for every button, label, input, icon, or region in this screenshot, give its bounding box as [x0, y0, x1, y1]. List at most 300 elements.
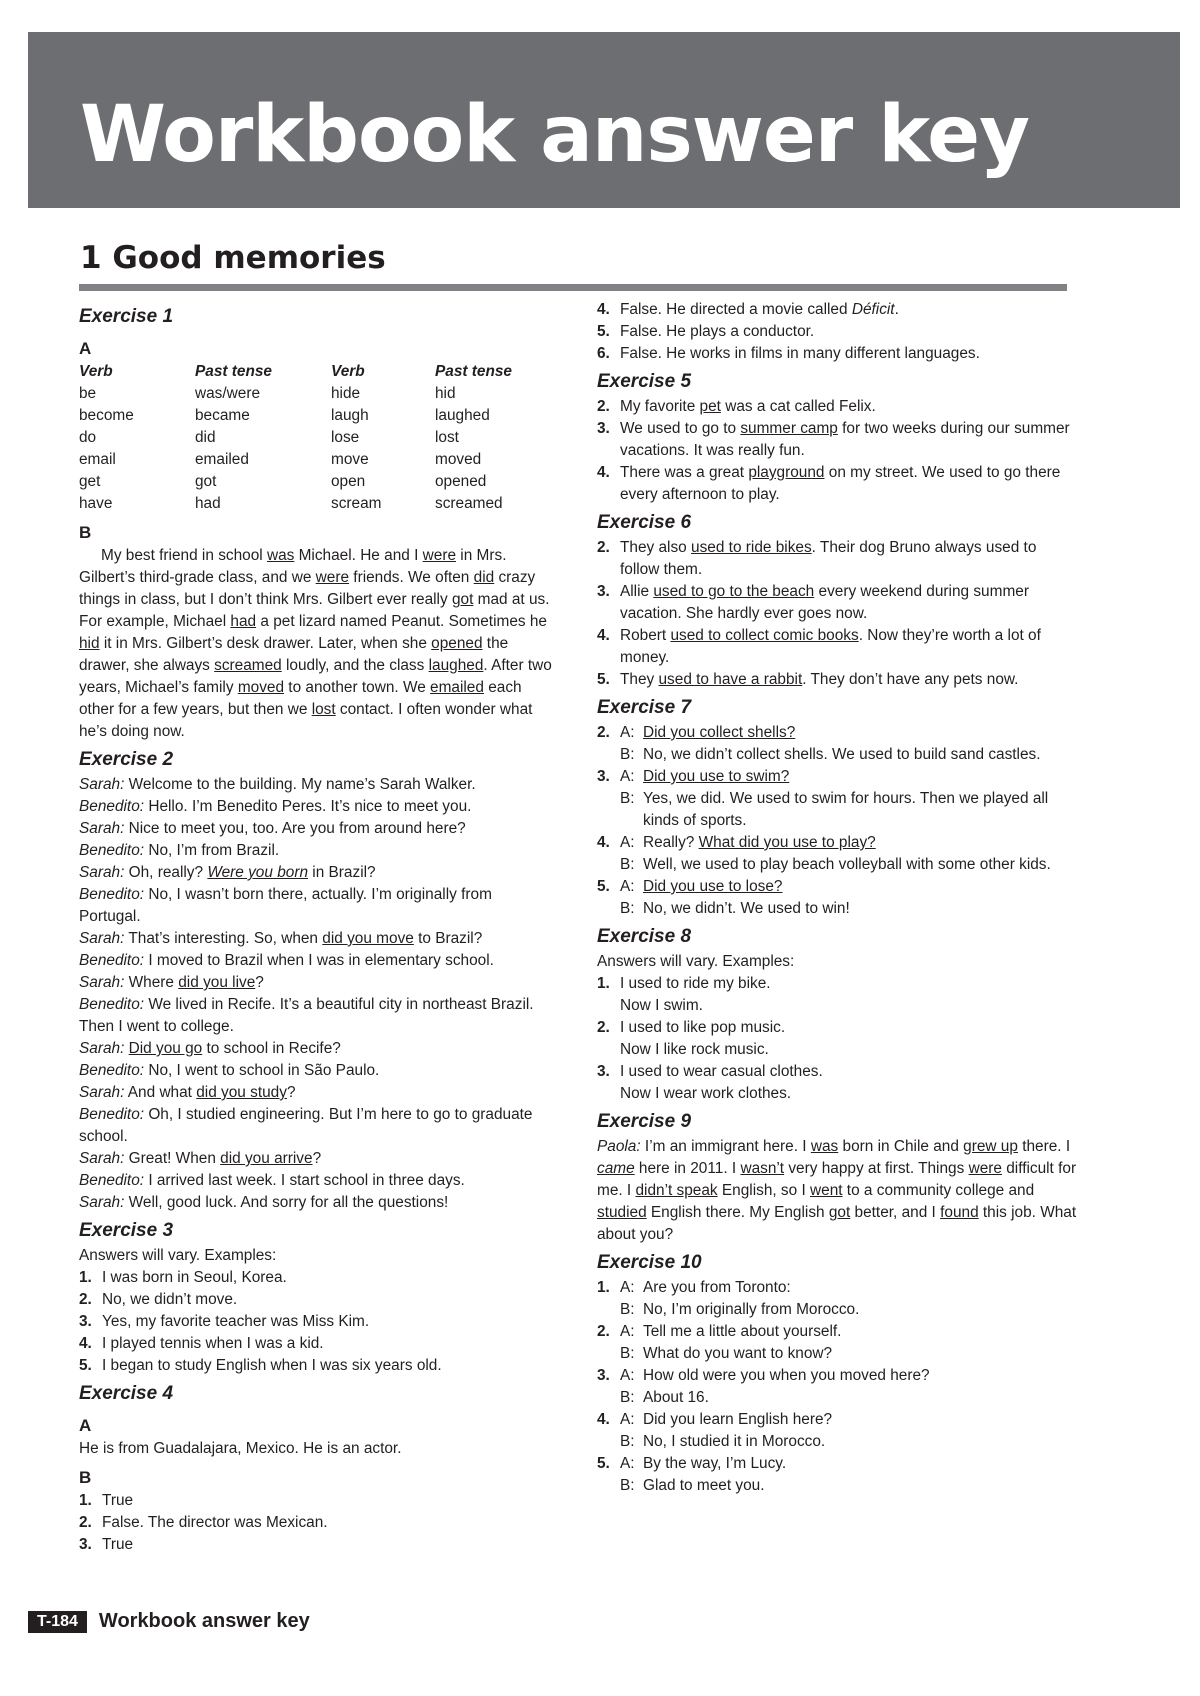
table-cell: email	[79, 451, 116, 468]
item-text: No, we didn’t move.	[102, 1291, 238, 1308]
list-item	[597, 537, 1077, 581]
item-number: 5.	[597, 878, 610, 895]
underlined-answer: laughed	[428, 657, 484, 674]
text-segment: No, I wasn’t born there, actually. I’m originally from Portugal.	[79, 886, 492, 925]
speaker-label: A:	[620, 724, 635, 741]
speaker-b-text: No, I’m originally from Morocco.	[643, 1301, 860, 1318]
underlined-answer: used to have a rabbit	[658, 671, 803, 688]
underlined-answer: had	[230, 613, 257, 630]
table-row	[79, 471, 553, 493]
text-segment: to another town. We	[284, 679, 431, 696]
text-segment: Sarah:	[79, 820, 125, 837]
underlined-answer: Were you born	[207, 864, 309, 881]
item-number: 1.	[79, 1492, 92, 1509]
text-segment: on my street. We used to go there every afternoon to play.	[620, 464, 1061, 503]
item-text	[620, 1017, 1077, 1061]
exercise-4-a-label: A	[79, 1416, 92, 1435]
list-item	[597, 321, 1077, 343]
list-item	[597, 462, 1077, 506]
speaker-b-text: Well, we used to play beach volleyball with some other kids.	[643, 856, 1051, 873]
item-number: 5.	[597, 1455, 610, 1472]
text-segment: Sarah:	[79, 1150, 125, 1167]
underlined-answer: were	[315, 569, 350, 586]
speaker-label: B:	[620, 1389, 635, 1406]
item-number: 4.	[597, 301, 610, 318]
text-segment: False. He works in films in many different languages.	[620, 345, 980, 362]
column-header: Verb	[79, 363, 113, 380]
table-cell: was/were	[195, 385, 261, 402]
speaker-a-line	[620, 1365, 1077, 1387]
speaker-label: A:	[620, 1279, 635, 1296]
text-segment: to Brazil?	[413, 930, 483, 947]
table-cell: lose	[331, 429, 360, 446]
exercise-3-intro: Answers will vary. Examples:	[79, 1247, 277, 1264]
speaker-b-text: What do you want to know?	[643, 1345, 833, 1362]
list-item	[79, 1289, 554, 1311]
text-segment: . Their dog Bruno always used to follow them.	[620, 539, 1037, 578]
speaker-a-text	[643, 832, 876, 854]
dialogue-line	[79, 840, 554, 862]
text-segment: each other for a few years, but then we	[79, 679, 522, 718]
text-segment: Benedito:	[79, 952, 145, 969]
speaker-a-line	[620, 766, 1077, 788]
item-text	[620, 396, 1077, 418]
unit-title: 1 Good memories	[80, 240, 386, 276]
text-segment: Benedito:	[79, 1062, 145, 1079]
exercise-4-a-text: He is from Guadalajara, Mexico. He is an actor.	[79, 1440, 402, 1457]
list-item	[597, 722, 1077, 766]
text-segment: to school in Recife?	[202, 1040, 341, 1057]
underlined-answer: came	[597, 1160, 635, 1177]
speaker-a-line	[620, 722, 1077, 744]
speaker-label: B:	[620, 1433, 635, 1450]
text-segment: Oh, I studied engineering. But I’m here to go to graduate school.	[79, 1106, 533, 1145]
item-line: I used to wear casual clothes.	[620, 1063, 823, 1080]
item-number: 1.	[597, 1279, 610, 1296]
list-item	[597, 1409, 1077, 1453]
item-text	[620, 537, 1077, 581]
text-segment: there. I	[1017, 1138, 1071, 1155]
item-number: 5.	[79, 1357, 92, 1374]
list-item	[597, 625, 1077, 669]
item-text	[620, 669, 1077, 691]
underlined-answer: was	[810, 1138, 839, 1155]
speaker-b-line	[620, 1343, 1077, 1365]
item-text	[620, 321, 1077, 343]
dialogue-line	[79, 1170, 554, 1192]
verb-table-header	[79, 361, 553, 383]
text-segment: Sarah:	[79, 930, 125, 947]
text-segment: Sarah:	[79, 1084, 125, 1101]
table-cell: opened	[435, 473, 487, 490]
dialogue-line	[79, 972, 554, 994]
table-cell: become	[79, 407, 134, 424]
text-segment: Benedito:	[79, 798, 145, 815]
exercise-4-b-label: B	[79, 1468, 92, 1487]
item-line: Now I swim.	[620, 997, 703, 1014]
table-cell: scream	[331, 495, 382, 512]
speaker-label: A:	[620, 1455, 635, 1472]
list-item	[597, 1061, 1077, 1105]
column-header: Past tense	[435, 363, 512, 380]
text-segment: Benedito:	[79, 886, 145, 903]
text-segment: better, and I	[850, 1204, 941, 1221]
exercise-1-b-paragraph	[79, 545, 554, 743]
table-cell: move	[331, 451, 369, 468]
speaker-a-line	[620, 832, 1077, 854]
speaker-b-line	[620, 1387, 1077, 1409]
table-row	[79, 493, 553, 515]
exercise-7-heading: Exercise 7	[597, 697, 692, 718]
table-row	[79, 405, 553, 427]
text-segment: We used to go to	[620, 420, 741, 437]
item-text: I began to study English when I was six years old.	[102, 1357, 442, 1374]
text-segment: That’s interesting. So, when	[124, 930, 323, 947]
item-line: I used to ride my bike.	[620, 975, 771, 992]
text-segment: Welcome to the building. My name’s Sarah Walker.	[124, 776, 476, 793]
text-segment: Sarah:	[79, 1040, 125, 1057]
text-segment: it in Mrs. Gilbert’s desk drawer. Later, when she	[99, 635, 432, 652]
table-row	[79, 383, 553, 405]
exercise-9-paragraph	[597, 1136, 1077, 1246]
speaker-label: B:	[620, 1477, 635, 1494]
text-segment: False. He directed a movie called	[620, 301, 852, 318]
item-text	[620, 1365, 1077, 1409]
speaker-label: B:	[620, 900, 635, 917]
speaker-label: A:	[620, 1411, 635, 1428]
underlined-answer: screamed	[214, 657, 282, 674]
table-cell: open	[331, 473, 366, 490]
text-segment: mad at us. For example, Michael	[79, 591, 550, 630]
item-number: 2.	[597, 398, 610, 415]
exercise-3-heading: Exercise 3	[79, 1220, 174, 1241]
item-line: Now I wear work clothes.	[620, 1085, 792, 1102]
item-number: 3.	[79, 1313, 92, 1330]
dialogue-line	[79, 796, 554, 818]
text-segment: to a community college and	[842, 1182, 1035, 1199]
item-text	[620, 876, 1077, 920]
text-segment: this job. What about you?	[597, 1204, 1077, 1243]
underlined-answer: hid	[79, 635, 100, 652]
list-item	[79, 1267, 554, 1289]
table-cell: hide	[331, 385, 361, 402]
speaker-b-text: About 16.	[643, 1389, 709, 1406]
text-segment: . Now they’re worth a lot of money.	[620, 627, 1041, 666]
underlined-answer: did you live	[178, 974, 256, 991]
title-rule	[79, 284, 1067, 291]
text-segment: Sarah:	[79, 1194, 125, 1211]
item-text	[620, 1453, 1077, 1497]
exercise-6-list	[597, 537, 1077, 691]
speaker-a-line	[620, 876, 1077, 898]
item-text	[620, 1277, 1077, 1321]
text-segment: Robert	[620, 627, 671, 644]
list-item	[79, 1355, 554, 1377]
item-number: 3.	[597, 583, 610, 600]
dialogue-line	[79, 1082, 554, 1104]
speaker-a-line	[620, 1321, 1077, 1343]
item-text	[620, 581, 1077, 625]
text-segment: . After two years, Michael’s family	[79, 657, 552, 696]
speaker-b-line	[620, 1431, 1077, 1453]
exercise-8-intro: Answers will vary. Examples:	[597, 953, 795, 970]
exercise-8-list	[597, 973, 1077, 1105]
text-segment: No, I went to school in São Paulo.	[144, 1062, 380, 1079]
exercise-1-b-label: B	[79, 523, 92, 542]
speaker-a-line	[620, 1453, 1077, 1475]
text-segment: Where	[124, 974, 179, 991]
speaker-b-text: No, we didn’t collect shells. We used to build sand castles.	[643, 746, 1041, 763]
underlined-answer: What did you use to play?	[698, 834, 876, 851]
table-cell: hid	[435, 385, 456, 402]
text-segment: Hello. I’m Benedito Peres. It’s nice to meet you.	[144, 798, 472, 815]
footer-title: Workbook answer key	[98, 1610, 310, 1632]
dialogue-line	[79, 884, 554, 928]
table-cell: laugh	[331, 407, 369, 424]
text-segment: Michael. He and I	[294, 547, 423, 564]
item-text	[620, 462, 1077, 506]
underlined-answer: grew up	[963, 1138, 1018, 1155]
underlined-answer: went	[810, 1182, 843, 1199]
dialogue-line	[79, 1060, 554, 1082]
item-number: 1.	[79, 1269, 92, 1286]
item-text: I was born in Seoul, Korea.	[102, 1269, 287, 1286]
underlined-answer: got	[828, 1204, 851, 1221]
text-segment: . They don’t have any pets now.	[802, 671, 1019, 688]
text-segment: in Mrs. Gilbert’s third-grade class, and we	[79, 547, 507, 586]
list-item	[597, 581, 1077, 625]
text-segment: friends. We often	[349, 569, 474, 586]
speaker-label: B:	[620, 790, 635, 807]
text-segment: difficult for me. I	[597, 1160, 1077, 1199]
underlined-answer: Did you use to swim?	[643, 768, 790, 785]
text-segment: Déficit	[851, 301, 895, 318]
speaker-b-text: No, we didn’t. We used to win!	[643, 900, 850, 917]
item-number: 4.	[597, 627, 610, 644]
exercise-4-list	[79, 1490, 554, 1556]
text-segment: a pet lizard named Peanut. Sometimes he	[256, 613, 547, 630]
speaker-a-text	[643, 766, 789, 788]
exercise-5-heading: Exercise 5	[597, 371, 692, 392]
underlined-answer: did you arrive	[220, 1150, 313, 1167]
item-text	[620, 418, 1077, 462]
speaker-a-text: Tell me a little about yourself.	[643, 1323, 842, 1340]
speaker-a-text: Are you from Toronto:	[643, 1279, 791, 1296]
exercise-7-list	[597, 722, 1077, 920]
list-item	[597, 832, 1077, 876]
speaker-label: A:	[620, 1323, 635, 1340]
table-cell: became	[195, 407, 250, 424]
text-segment: every weekend during summer vacation. She hardly ever goes now.	[620, 583, 1029, 622]
table-cell: do	[79, 429, 97, 446]
exercise-6-heading: Exercise 6	[597, 512, 692, 533]
item-number: 2.	[79, 1514, 92, 1531]
item-text	[620, 722, 1077, 766]
text-segment: I moved to Brazil when I was in elementary school.	[144, 952, 494, 969]
dialogue-line	[79, 862, 554, 884]
exercise-2-dialogue	[79, 774, 554, 1214]
text-segment: was a cat called Felix.	[720, 398, 876, 415]
speaker-label: B:	[620, 856, 635, 873]
text-segment: Sarah:	[79, 776, 125, 793]
dialogue-line	[79, 950, 554, 972]
underlined-answer: used to collect comic books	[670, 627, 859, 644]
underlined-answer: did	[473, 569, 495, 586]
item-number: 4.	[597, 834, 610, 851]
speaker-b-line	[620, 1299, 1077, 1321]
text-segment: Great! When	[124, 1150, 221, 1167]
table-row	[79, 449, 553, 471]
dialogue-line	[79, 994, 554, 1038]
speaker-b-line	[620, 898, 1077, 920]
underlined-answer: used to ride bikes	[691, 539, 812, 556]
speaker-label: B:	[620, 1345, 635, 1362]
text-segment: Benedito:	[79, 1172, 145, 1189]
list-item	[597, 1453, 1077, 1497]
item-number: 2.	[79, 1291, 92, 1308]
speaker-label: A:	[620, 768, 635, 785]
text-segment: Benedito:	[79, 842, 145, 859]
list-item	[79, 1490, 554, 1512]
speaker-b-text: Glad to meet you.	[643, 1477, 765, 1494]
verb-table-body	[79, 383, 553, 515]
text-segment: for two weeks during our summer vacations. It was really fun.	[620, 420, 1070, 459]
item-text: True	[102, 1536, 134, 1553]
item-text: False. The director was Mexican.	[102, 1514, 328, 1531]
list-item	[597, 343, 1077, 365]
speaker-a-line	[620, 1409, 1077, 1431]
list-item	[597, 1365, 1077, 1409]
text-segment: False. He plays a conductor.	[620, 323, 815, 340]
text-segment: My favorite	[620, 398, 700, 415]
text-segment: here in 2011. I	[634, 1160, 741, 1177]
dialogue-line	[79, 928, 554, 950]
text-segment: They	[620, 671, 659, 688]
exercise-2-heading: Exercise 2	[79, 749, 174, 770]
list-item	[597, 396, 1077, 418]
item-text	[620, 1409, 1077, 1453]
text-segment: We lived in Recife. It’s a beautiful city in northeast Brazil. Then I went to college.	[79, 996, 534, 1035]
item-number: 3.	[79, 1536, 92, 1553]
text-segment: They also	[620, 539, 692, 556]
header-banner	[28, 32, 1180, 208]
item-line: I used to like pop music.	[620, 1019, 786, 1036]
speaker-label: B:	[620, 746, 635, 763]
table-cell: did	[195, 429, 216, 446]
speaker-a-text	[643, 722, 795, 744]
dialogue-line	[79, 1038, 554, 1060]
text-segment: Nice to meet you, too. Are you from around here?	[124, 820, 466, 837]
item-text	[620, 766, 1077, 832]
underlined-answer: were	[968, 1160, 1002, 1177]
item-text: Yes, my favorite teacher was Miss Kim.	[102, 1313, 370, 1330]
item-number: 3.	[597, 1367, 610, 1384]
underlined-answer: Did you use to lose?	[643, 878, 783, 895]
underlined-answer: studied	[597, 1204, 647, 1221]
list-item	[79, 1534, 554, 1556]
list-item	[79, 1333, 554, 1355]
underlined-answer: got	[451, 591, 474, 608]
exercise-9-heading: Exercise 9	[597, 1111, 692, 1132]
list-item	[597, 1321, 1077, 1365]
dialogue-line	[79, 774, 554, 796]
item-text	[620, 625, 1077, 669]
underlined-answer: pet	[699, 398, 721, 415]
exercise-5-list	[597, 396, 1077, 506]
dialogue-line	[79, 1192, 554, 1214]
item-text	[620, 832, 1077, 876]
speaker-b-text: No, I studied it in Morocco.	[643, 1433, 826, 1450]
text-segment: Benedito:	[79, 996, 145, 1013]
item-number: 4.	[597, 1411, 610, 1428]
speaker-a-text: How old were you when you moved here?	[643, 1367, 930, 1384]
item-number: 3.	[597, 420, 610, 437]
text-segment: the drawer, she always	[79, 635, 509, 674]
speaker-b-line	[620, 854, 1077, 876]
underlined-answer: Did you go	[128, 1040, 203, 1057]
underlined-answer: did you move	[322, 930, 414, 947]
text-segment: English, so I	[717, 1182, 811, 1199]
table-cell: had	[195, 495, 221, 512]
page-number-badge: T-184	[28, 1611, 87, 1633]
table-cell: screamed	[435, 495, 503, 512]
speaker-a-text	[643, 876, 782, 898]
item-number: 2.	[597, 1323, 610, 1340]
text-segment: No, I’m from Brazil.	[144, 842, 280, 859]
item-number: 5.	[597, 323, 610, 340]
text-segment: Really?	[643, 834, 699, 851]
list-item	[597, 876, 1077, 920]
underlined-answer: moved	[237, 679, 285, 696]
item-text	[620, 299, 1077, 321]
item-text	[620, 343, 1077, 365]
speaker-label: A:	[620, 834, 635, 851]
speaker-label: A:	[620, 1367, 635, 1384]
text-segment: loudly, and the class	[281, 657, 429, 674]
exercise-10-heading: Exercise 10	[597, 1252, 702, 1273]
text-segment: And what	[124, 1084, 197, 1101]
speaker-a-text: Did you learn English here?	[643, 1411, 833, 1428]
text-segment: Oh, really?	[124, 864, 208, 881]
text-segment: Sarah:	[79, 974, 125, 991]
text-segment: ?	[286, 1084, 296, 1101]
text-segment: crazy things in class, but I don’t think Mrs. Gilbert ever really	[79, 569, 536, 608]
table-cell: moved	[435, 451, 482, 468]
speaker-a-line	[620, 1277, 1077, 1299]
text-segment: Benedito:	[79, 1106, 145, 1123]
underlined-answer: playground	[748, 464, 825, 481]
text-segment: contact. I often wonder what he’s doing now.	[79, 701, 533, 740]
text-segment: Well, good luck. And sorry for all the questions!	[124, 1194, 449, 1211]
list-item	[79, 1311, 554, 1333]
text-segment: ?	[255, 974, 264, 991]
exercise-1-heading: Exercise 1	[79, 306, 174, 327]
exercise-4-list-continued	[597, 299, 1077, 365]
item-number: 3.	[597, 768, 610, 785]
dialogue-line	[79, 1104, 554, 1148]
speaker-label: A:	[620, 878, 635, 895]
page-title: Workbook answer key	[80, 90, 1029, 180]
table-cell: emailed	[195, 451, 249, 468]
exercise-3-list	[79, 1267, 554, 1377]
list-item	[597, 669, 1077, 691]
item-number: 2.	[597, 1019, 610, 1036]
table-cell: lost	[435, 429, 459, 446]
text-segment: I arrived last week. I start school in three days.	[144, 1172, 465, 1189]
table-cell: have	[79, 495, 113, 512]
speaker-b-text: Yes, we did. We used to swim for hours. Then we played all kinds of sports.	[643, 790, 1049, 829]
list-item	[597, 418, 1077, 462]
